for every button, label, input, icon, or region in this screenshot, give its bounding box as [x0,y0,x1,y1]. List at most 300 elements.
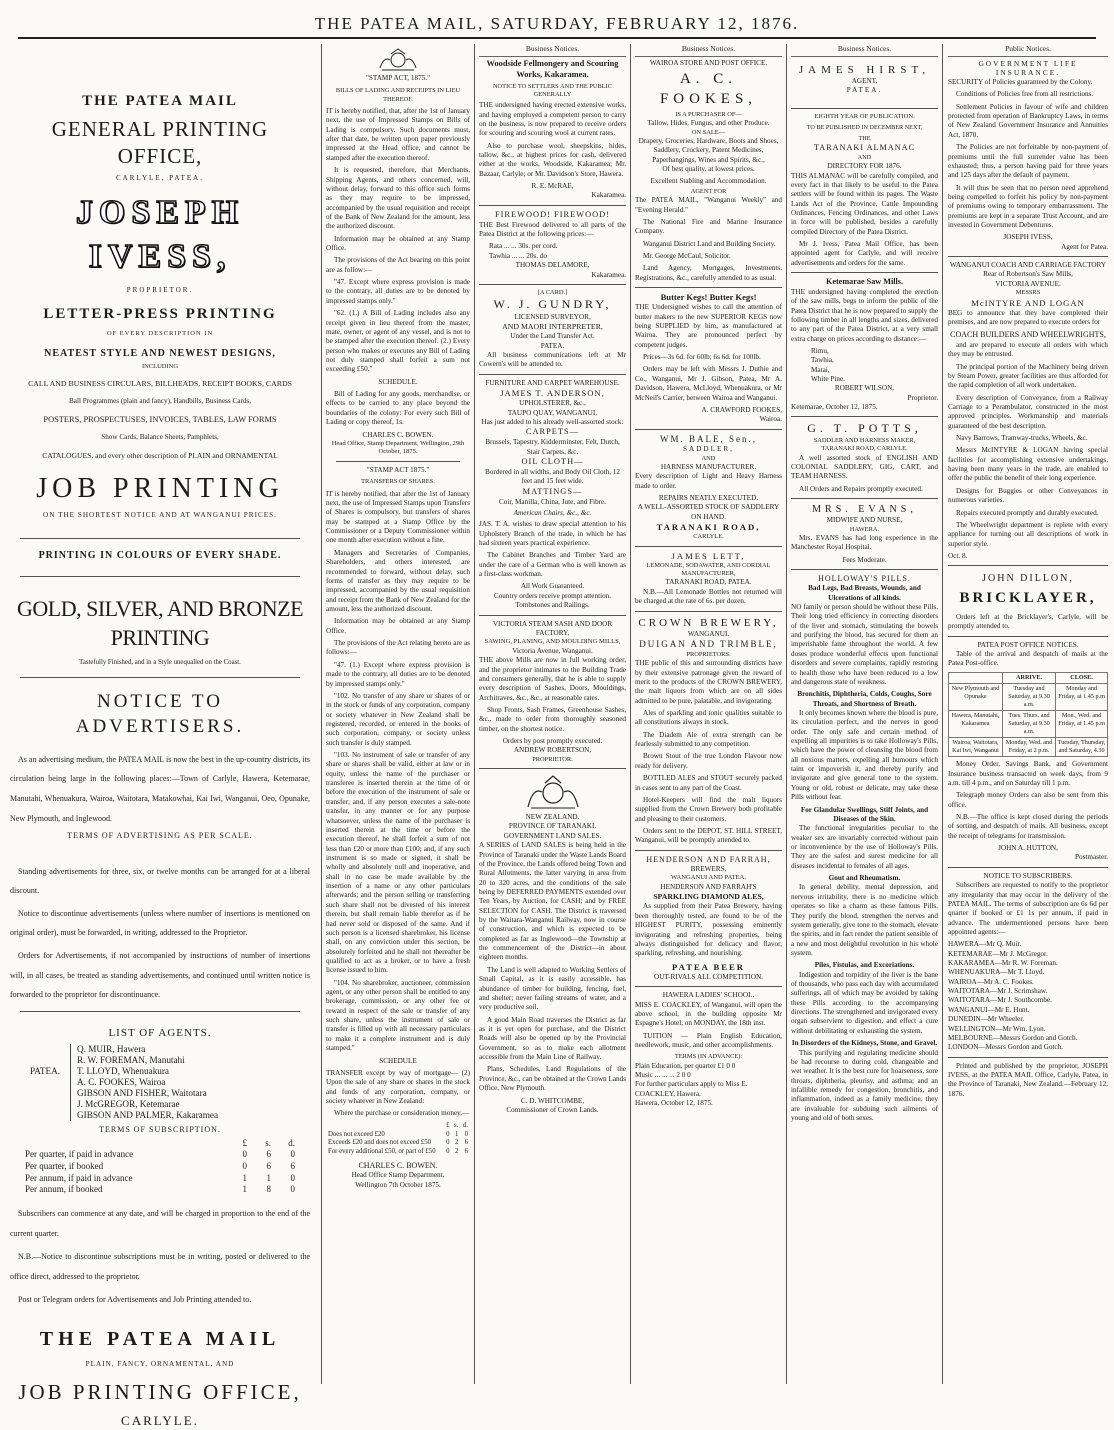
subscriber-agent: WANGANUI—Mr E. Hunt. [948,1005,1030,1014]
firewood-heading: FIREWOOD! FIREWOOD! [494,209,611,219]
sched-shillings: 2 [454,1139,459,1147]
items-line-3: POSTERS, PROSPECTUSES, INVOICES, TABLES, LAW FORMS [43,414,277,424]
including-label: INCLUDING [141,362,179,370]
divider [791,498,938,499]
table-row [326,1139,470,1148]
signature-bowen: CHARLES C. BOWEN. [358,1161,438,1170]
coach-line: VICTORIA AVENUE. [995,279,1061,288]
anderson-line: TAUPO QUAY, WANGANUI, [507,408,598,417]
divider [635,850,782,851]
heading-job-printing: JOB PRINTING [36,472,284,504]
coach-paragraph: BEG to announce that they have completed their premises, and are now prepared to execute orders for [948,308,1108,327]
subscriber-agent: KETEMARAE—Mr J. McGregor. [948,949,1048,958]
agent-entry: Q. MUIR, Hawera [77,1044,146,1055]
nz-land-sales: GOVERNMENT LAND SALES. [503,831,602,840]
holloway-paragraph: The functional irregularities peculiar to the weaker sex are invariably corrected without pain or inconvenience by the use of Holloway's Pills. They are the safest and surest medicine for all diseases incidental to females of all ages. [791,824,938,870]
agent-entry: R. W. FOREMAN, Manutahi [77,1055,185,1066]
ladies-paragraph: MISS E. COACKLEY, of Wanganui, will open the above school, in the building opposite Mr Espagne's Hotel, on MONDAY, the 18th inst. [635,1000,782,1028]
coach-line: Rear of Robertson's Saw Mills, [983,270,1073,279]
anderson-paragraph: The Cabinet Branches and Timber Yard are under the care of a German who is well known as a first-class workman. [479,551,626,579]
insurance-agent: Agent for Patea. [1061,242,1108,251]
items-line-2: Ball Programmes (plain and fancy), Handbills, Business Cards, [68,397,252,406]
woodside-heading: Woodside Fellmongery and Scouring Works, Kakaramea. [486,58,619,79]
crown-paragraph: Ales of sparkling and tonic qualities suitable to all constitutions always in stock. [635,709,782,727]
masthead-title: THE PATEA MAIL, SATURDAY, FEBRUARY 12, 1876. [314,14,800,33]
subs-pounds: 1 [242,1184,247,1195]
sched-col: £ [446,1121,450,1129]
postmaster-signature: JOHN A. HUTTON, [998,844,1058,853]
anderson-line: Coir, Manilla, China, Jute, and Fibre. [498,497,607,506]
anderson-line: CARPETS— [525,427,580,437]
imprint: Printed and published by the proprietor, JOSEPH IVESS, at the PATEA MAIL Office, Carlyle, Patea, in the Province of Taranaki, New Zealand.—February 12, 1876. [948,1061,1108,1098]
divider [948,867,1108,868]
sched-shillings: 1 [454,1130,459,1138]
stamp-paragraph: It is requested, therefore, that Merchants, Shipping Agents, and others concerned, will, without delay, forward to this office such forms as they may require to be impressed, accompanied by the usual requisition and receipt of the Bank of New Zealand for the amount, less the authorized discount. [326,166,470,231]
mail-route: Wairoa, Waitotara, Kai Iwi, Wanganui [949,738,1003,757]
divider [479,768,626,769]
table-row [22,1184,298,1196]
divider [791,108,938,109]
signature-bowen-date: Wellington 7th October 1875. [355,1180,441,1189]
bale-line: CARLYLE. [693,533,724,541]
ladies-line: Hawera, October 12, 1875. [635,1099,713,1108]
gundry-line: PATEA. [540,341,565,350]
subs-label: Per annum, if booked [25,1184,103,1195]
stamp-paragraph: The provisions of the Act bearing on this point are as follow:— [326,256,470,274]
table-row [326,1148,470,1157]
crown-paragraph: Orders sent to the DEPOT, ST. HILL STREET, Wanganui, will be promptly attended to. [635,826,782,845]
royal-crest-icon [523,773,583,811]
firewood-place: Kakaramea. [591,270,626,279]
mail-route: New Plymouth and Opunake [949,683,1003,710]
divider [635,429,782,430]
insurance-signature: JOSEPH IVESS, [1003,233,1053,242]
subscriber-agent: DUNEDIN—Mr Wheeler. [948,1015,1025,1024]
subscriber-agent: WAITOTARA—Mr J. Southcombe. [948,996,1052,1005]
woodside-paragraph: THE undersigned having erected extensive works, and having employed a competent person to carry on the business, is now prepared to receive orders for scouring and scouring wool at current rates. [479,101,626,138]
shortest-notice: ON THE SHORTEST NOTICE AND AT WANGANUI PRICES. [43,511,277,520]
post-office-paragraph: N.B.—The office is kept closed during the periods of sorting, and despatch of mails. All business, except the receipt of telegrams for transmission. [948,813,1108,840]
agent-entry: A. C. FOOKES, Wairoa [77,1077,166,1088]
anderson-line: American Chairs, &c., &c. [513,508,592,517]
items-line-1: CALL AND BUSINESS CIRCULARS, BILLHEADS, RECEIPT BOOKS, CARDS [28,379,292,389]
subs-col: £ [242,1137,247,1148]
nz-paragraph: A good Main Road traverses the District as far as it is yet open for purchase, and the District Roads will also be opened up by the Provincial Government, so as to make each allotment accessible from the Main Line of Railway. [479,1015,626,1062]
schedule-heading: SCHEDULE [379,1056,417,1065]
wairoa-heading: WAIROA STORE AND POST OFFICE. [649,58,768,67]
stamp-paragraph: IT is hereby notified, that, after the 1st of January next, the use of Impressed Stamps on Bills of Lading is compulsory. Such documents must, after that date, be written upon paper previously impressed at the Head office, and cannot be stamped after the execution thereof. [326,107,470,162]
victoria-signature: ANDREW ROBERTSON, [513,746,592,755]
heading-letterpress: LETTER-PRESS PRINTING [43,305,277,322]
signature-bowen-place: Head Office Stamp Department, [351,1171,445,1180]
heading-list-of-agents: LIST OF AGENTS. [108,1026,212,1039]
sched-col: s. [454,1121,459,1129]
masthead-rule [18,37,1096,39]
footer-carlyle: CARLYLE. [121,1412,199,1428]
coach-line: COACH BUILDERS AND WHEELWRIGHTS, [950,330,1106,340]
crown-brewery-heading: CROWN BREWERY, [638,616,779,629]
sawmills-heading: Ketemarae Saw Mills. [825,277,904,287]
victoria-line: Orders by post promptly executed. [502,737,603,746]
divider [336,461,460,462]
holloway-heading: HOLLOWAY'S PILLS. [818,573,911,583]
insurance-paragraph: The Policies are not forfeitable by non-payment of premiums until the full surrender value has been exhausted; thus, a person having paid for three years and 125 days after the default of payment. [948,143,1108,180]
divider [479,284,626,285]
holloway-paragraph: In general debility, mental depression, and nervous irritability, there is no medicine which operates so like a charm as these famous Pills. They purify the blood, strengthen the nerves and system generally, give tone to the stomach, elevate the spirits, and in fact render the patient sensible of a new and most delightful revolution in his whole system. [791,883,938,957]
victoria-heading: VICTORIA STEAM SASH AND DOOR FACTORY, [492,619,613,637]
postmaster-title: Postmaster. [1075,853,1108,862]
almanac-line: EIGHTH YEAR OF PUBLICATION. [814,112,915,120]
items-line-5: CATALOGUES, and every other description of PLAIN and ORNAMENTAL [42,450,278,460]
stamp-schedule-table [326,1122,470,1157]
holloway-subheading: For Glandular Swellings, Stiff Joints, and Diseases of the Skin. [800,805,929,823]
subs-col: s. [265,1137,271,1148]
transfers-heading: TRANSFERS OF SHARES. [361,478,435,486]
stamp-paragraph: "62. (1.) A Bill of Lading includes also any receipt given in lieu thereof from the master, mate, owner, or agent of any vessel, and is not to be stamped after the execution thereof. (2.) Every person who makes or executes any Bill of Lading not duly stamped shall forfeit a sum not exceeding £50." [326,309,470,374]
divider [20,538,300,539]
holloway-subheading: Gout and Rheumatism. [828,874,901,883]
subs-col: d. [288,1137,295,1148]
fookes-line: Tallow, Hides, Fungus, and other Produce. [647,119,770,128]
subs-label: Per quarter, if paid in advance [25,1149,134,1160]
fookes-paragraph: Mr. George McCaul, Solicitor. [643,252,731,261]
divider [791,569,938,570]
subscriber-agent: LONDON—Messrs Gordon and Gotch. [948,1043,1063,1052]
henderson-line: PATEA BEER [672,961,745,972]
victoria-paragraph: THE above Mills are now in full working order, and the proprietor intimates to the Building Trade and consumers generally, that he is able to supply every description of Sashes, Doors, Mouldings, Architraves, &c., &c., at reasonable rates. [479,656,626,702]
crown-paragraph: The Diadem Ale of extra strength can be fearlessly submitted to any competition. [635,730,782,749]
potts-line: SADDLER AND HARNESS MAKER, [813,437,916,445]
crown-paragraph: BOTTLED ALES and STOUT securely packed in cases sent to any part of the Coast. [635,774,782,792]
section-heading: Public Notices. [948,44,1108,57]
heading-gold-silver-bronze: GOLD, SILVER, AND BRONZE PRINTING [16,596,304,650]
gundry-name: W. J. GUNDRY, [493,297,612,312]
henderson-line: WANGANUI AND PATEA. [670,874,747,882]
subs-pence: 0 [290,1149,295,1160]
subs-label: Per annum, if paid in advance [25,1172,133,1183]
column-stamp-act [322,44,474,1384]
subscriber-agent: WAIROA—Mr A. C. Fookes. [948,977,1034,986]
heading-carlyle-patea: CARLYLE, PATEA. [116,174,204,183]
butter-signature: A. CRAWFORD FOOKES, [701,405,782,414]
mail-route: Hawera, Manutahi, Kakaramea [949,710,1003,737]
agents-town: PATEA. [30,1066,61,1077]
subs-pence: 0 [290,1172,295,1183]
anderson-paragraph: JAS. T. A. wishes to draw special attention to his Upholstery Branch of the trade, in which he has had sixteen years practical experience. [479,520,626,548]
potts-name: G. T. POTTS, [807,421,922,436]
divider [791,272,938,273]
bale-line: HARNESS MANUFACTURER. [660,462,757,471]
timber-type: Tawhia, [811,356,834,365]
fookes-line: Drapery, Groceries, Hardware, Boots and Shoes, Saddlery, Crockery, Patent Medicines, Paperhangings, Wines and Spirits, &c., [638,137,779,164]
gundry-line: LICENSED SURVEYOR, [514,312,591,321]
royal-crest-icon [376,46,420,72]
table-row [949,683,1108,710]
divider [948,256,1108,257]
mail-close: Tuesday, Thursday, and Saturday, 4.30 [1056,738,1108,757]
printing-in-colours: PRINTING IN COLOURS OF EVERY SHADE. [38,550,282,562]
coach-paragraph: Messrs McINTYRE & LOGAN having special facilities for accomplishing extensive undertakings, having been many years in the trade, are enabled to offer the public the benefit of their long experience. [948,446,1108,483]
henderson-line: OUT-RIVALS ALL COMPETITION. [654,972,763,981]
column-public-notices [943,44,1114,1384]
almanac-title: TARANAKI ALMANAC [813,143,916,153]
fookes-paragraph: Land Agency, Mortgages, Investments, Registrations, &c., carefully attended to as usual. [635,264,782,282]
card-label: [A CARD.] [537,288,568,296]
henderson-heading: HENDERSON AND FARRAH, [646,854,771,864]
coach-paragraph: Every description of Conveyance, from a Railway Carriage to a Perambulator, constructed in the most approved principles. Workmanship and materials guaranteed of the best description. [948,393,1108,430]
heading-joseph-ivess: JOSEPH IVESS, [75,194,245,276]
fookes-paragraph: The National Fire and Marine Insurance Company. [635,217,782,236]
subs-shillings: 6 [266,1161,271,1171]
mail-close: Monday and Friday, at 1.45 p.m [1056,683,1108,710]
post-office-subheading: Table of the arrival and despatch of mails at the Patea Post-office. [948,649,1108,668]
column-business-notices-2 [631,44,786,1384]
divider [20,1011,300,1012]
almanac-line: AND [857,154,872,162]
terms-of-advertising: TERMS OF ADVERTISING AS PER SCALE. [67,831,253,841]
section-heading: Business Notices. [791,44,938,57]
coach-paragraph: The principal portion of the Machinery being driven by Steam Power, greater facilities are thus afforded for the rapid completion of all work undertaken. [948,362,1108,390]
sched-col: d. [462,1121,468,1129]
sched-label: Does not exceed £20 [328,1130,385,1138]
firewood-paragraph: THE Best Firewood delivered to all parts of the Patea District at the following prices:— [479,220,626,239]
anderson-name: JAMES T. ANDERSON, [500,388,605,399]
holloway-paragraph: Indigestion and torpidity of the liver is the bane of thousands, who pass each day with accumulated sufferings, all of which may be avoided by taking these Pills according to the accompanying directions. The strengthened and invigorated every organ subservient to digestion, and effect a cure without debilitating or exhausting the system. [791,970,938,1035]
woodside-signature: R. E. McRAE, [531,182,574,191]
lett-line: LEMONADE, SODAWATER, AND CORDIAL MANUFACTURER, [646,561,771,578]
crown-paragraph: THE public of this and surrounding districts have by their extensive patronage given the reward of merit to the products of the CROWN BREWERY, the malt liquors from which are on all sides admitted to be pure, palatable, and invigorating. [635,659,782,705]
items-line-4: Show Cards, Balance Sheets, Pamphlets, [101,433,219,442]
section-heading: Business Notices. [479,44,626,57]
divider [948,565,1108,566]
bale-line: TARANAKI ROAD, [656,522,761,533]
dillon-name: JOHN DILLON, [982,573,1074,585]
mail-close: Mon., Wed. and Friday, at 1.45 p.m [1056,710,1108,737]
coach-paragraph: Navy Barrows, Tramway-trucks, Wheels, &c. [956,434,1088,443]
tastefully-finished: Tastefully Finished, and in a Style unequalled on the Coast. [79,658,241,666]
ladies-line: Plain Education, per quarter £1 0 0 [635,1061,736,1070]
potts-paragraph: A well assorted stock of ENGLISH AND COLONIAL SADDLERY, GIG, CART, and TEAM HARNESS. [791,453,938,481]
sched-pence: 0 [464,1130,468,1138]
ladies-paragraph: TUITION — Plain English Education, needlework, music, and other accomplishments. [635,1031,782,1049]
subscribers-heading: NOTICE TO SUBSCRIBERS. [983,871,1073,880]
evans-line: Fees Moderate. [842,555,887,564]
dillon-paragraph: Orders left at the Bricklayer's, Carlyle, will be promptly attended to. [948,612,1108,631]
notice-paragraph-1: As an advertising medium, the PATEA MAIL is now the best in the up-country districts, its circulation being large in the following places:—Town of Carlyle, Hawera, Ketemarae, Manutahi, Whenuakura, Wairoa, Waitotara, Matakowhai, Kai Iwi, Wanganui, Oeo, Opunake, New Plymouth, and Inglewood. [10,754,310,823]
fookes-line: AGENT FOR [690,187,727,195]
holloway-paragraph: NO family or person should be without these Pills. Their long tried efficiency in correcting disorders of the liver and stomach, stimulating the bowels and purifying the blood, has secured for them an imperishable fame throughout the world. A few doses produce wonderful effects upon functional disorders and severe complaints, rapidly restoring to health those who have been reduced to a low and dangerous state of weakness. [791,603,938,686]
hirst-line: PATEA. [846,86,883,95]
timber-type: Matai, [811,365,830,374]
coach-paragraph: and are prepared to execute all orders with which they may be entrusted. [948,340,1108,359]
ladies-school-heading: HAWERA LADIES' SCHOOL. [662,991,755,1000]
nz-paragraph: The Land is well adapted to Working Settlers of Small Capital, as it is easily accessible, has abundance of timber for building, fencing, fuel, and shelter; never failing streams of water, and a very productive soil. [479,965,626,1012]
footer-plain-fancy: PLAIN, FANCY, ORNAMENTAL, AND [85,1360,235,1369]
sawmills-proprietor: Proprietor. [907,393,938,402]
fookes-line: ON SALE— [691,128,726,136]
sched-pence: 6 [464,1139,468,1147]
table-row [22,1173,298,1185]
stamp-act-title: "STAMP ACT 1875." [366,466,430,474]
coach-line: MESSRS [1015,289,1041,297]
holloway-subheading: Piles, Fistulas, and Excoriations. [814,961,915,970]
heading-general-printing-office: GENERAL PRINTING OFFICE, [51,116,269,168]
anderson-line: Bordered in all widths, and Body Oil Cloth, 12 feet and 15 feet wide. [485,467,620,486]
lett-line: TARANAKI ROAD, PATEA. [665,578,752,587]
stamp-paragraph: Information may be obtained at any Stamp Office. [326,234,470,253]
insurance-paragraph: SECURITY of Policies guaranteed by the Colony. [948,78,1093,86]
stamp-paragraph: Bill of Lading for any goods, merchandise, or effects to be carried to any place beyond the boundaries of the colony: For every such Bill of Lading or copy thereof, 1s. [326,390,470,427]
nz-heading: NEW ZEALAND. [525,813,580,822]
nz-paragraph: Plans, Schedules, Land Regulations of the Province, &c., can be obtained at the Crown Lands Office, New Plymouth. [479,1065,626,1093]
firewood-rate: Rata ... ... 30s. per cord. [489,242,558,251]
divider [635,287,782,288]
henderson-line: HENDERSON AND FARRAH'S [660,883,757,891]
divider [948,1057,1108,1058]
crown-paragraph: Brown Stout of the true London Flavour now ready for delivery. [635,752,782,770]
notice-paragraph-2: Standing advertisements for three, six, or twelve months can be arranged for at a liberal discount. [10,866,310,896]
subs-shillings: 8 [266,1184,271,1195]
subscription-paragraph-2: N.B.—Notice to discontinue subscriptions must be in writing, posted or delivered to the office direct, addressed to the proprietor. [10,1252,310,1282]
lett-name: JAMES LETT, [671,550,746,561]
bale-line: SADDLER, [683,445,734,454]
firewood-signature: THOMAS DELAMORE, [515,261,590,270]
timber-type: White Pine. [811,375,845,384]
nz-signature-title: Commissioner of Crown Lands. [506,1105,599,1114]
hirst-line: AGENT, [851,77,878,86]
column-business-notices-3 [787,44,942,1384]
nz-paragraph: A SERIES of LAND SALES is being held in the Province of Taranaki under the Waste Lands Board of the Province, the Lands offered being Town and Rural Allotments, the latter varying in area from 20 to 320 acres, and the conditions of the sale being by DEFERRED PAYMENTS extended over Ten Years, by Auction, for CASH; and by FREE SELECTION for CASH. The District is traversed by the Waitara-Wanganui Railway, now in course of construction, and which is expected to be completed as far as Inglewood—the Township at the commencement of the District—in about eighteen months. [479,841,626,962]
coach-paragraph: Repairs executed promptly and durably executed. [956,508,1099,517]
mail-arrive: Monday, Wed. and Friday, at 2 p.m. [1002,738,1055,757]
subs-pounds: 1 [242,1172,247,1183]
divider [635,986,782,987]
stamp-paragraph: Where the purchase or consideration money,— [334,1109,470,1118]
signature-bowen-place: Head Office, Stamp Department, Wellington, 29th October, 1875. [331,439,465,456]
subscriber-agent: WAITOTARA—Mr J. Scrimshaw. [948,987,1048,996]
nz-signature: C. D. WHITCOMBE, [520,1096,585,1105]
evans-line: MIDWIFE AND NURSE, [826,516,903,525]
subscriber-agent: KAKARAMEA—Mr R. W. Foreman. [948,959,1058,968]
coach-date: Oct. 8. [948,551,968,560]
bricklayer-heading: BRICKLAYER, [959,590,1097,607]
notice-paragraph-3: Notice to discontinue advertisements (unless where number of insertions is mentioned on original order), must be forwarded, in writing, addressed to the Proprietor. [10,908,310,938]
mcintyre-logan-name: McINTYRE AND LOGAN [971,297,1085,308]
insurance-paragraph: Conditions of Policies free from all restrictions. [956,90,1094,99]
stamp-paragraph: The provisions of the Act relating hereto are as follows:— [326,639,470,657]
timber-type: Rimu, [811,346,829,355]
anderson-line: OIL CLOTH— [521,457,584,467]
almanac-line: DIRECTORY FOR 1876. [827,162,902,171]
butter-kegs-heading: Butter Kegs! Butter Kegs! [660,292,757,303]
mail-col-header [949,672,1003,683]
butter-paragraph: THE Undersigned wishes to call the attention of butter makers to the new SUPERIOR KEGS now being SUPPLIED by him, as manufactured at Wairoa. They are pronounced perfect by competent judges. [635,303,782,349]
evans-paragraph: Mrs. EVANS has had long experience in the Manchester Royal Hospital. [791,533,938,552]
stamp-paragraph: Information may be obtained at any Stamp Office. [326,617,470,635]
stamp-paragraph: "104. No sharebroker, auctioneer, commission agent, or any other person shall be entitled to any brokerage, commission, or any other fee or reward in respect of the sale or transfer of any such share, unless the instrument of sale or transfer is filled up with all necessary particulars to make it a complete instrument and is duly stamped." [326,978,470,1053]
signature-bowen: CHARLES C. BOWEN. [362,430,434,439]
mail-arrive: Tues. Thurs. and Saturday, at 9.30 a.m. [1002,710,1055,737]
table-row [22,1161,298,1173]
subscription-paragraph-3: Post or Telegram orders for Advertisements and Job Printing attended to. [18,1295,252,1305]
sched-pounds: 0 [446,1130,450,1138]
neatest-style: NEATEST STYLE AND NEWEST DESIGNS, [44,347,276,359]
ladies-line: For further particulars apply to Miss E. COACKLEY, Hawera. [635,1080,748,1098]
table-row [326,1131,470,1140]
henderson-line: SPARKLING DIAMOND ALES, [653,892,764,902]
insurance-paragraph: It will thus be seen that no person need apprehend being compelled to forfeit his policy by non-payment of premiums owing to temporary embarrassment. The premiums are kept in a separate Trust Account, and are invested in Government Debentures. [948,183,1108,230]
subscribers-paragraph: Subscribers are requested to notify to the proprietor any irregularity that may occur in the delivery of the PATEA MAIL. The terms of subscription are 6s 6d per quarter if booked or £1 1s per annum, if paid in advance. The undermentioned persons have been appointed agents:— [948,881,1108,936]
crown-line: PROPRIETORS. [686,650,731,658]
anderson-line: UPHOLSTERER, &c., [519,399,586,408]
coach-heading: WANGANUI COACH AND CARRIAGE FACTORY [949,261,1107,270]
footer-job-printing-office: JOB PRINTING OFFICE, [18,1380,302,1405]
evans-name: MRS. EVANS, [812,504,917,516]
proprietor-label: PROPRIETOR. [126,285,194,294]
heading-patea-mail: THE PATEA MAIL [82,93,238,109]
mail-arrive: Tuesday and Saturday, at 9.30 a.m. [1002,683,1055,710]
subscriber-agent: HAWERA—Mr Q. Muir. [948,940,1022,949]
sched-pounds: 0 [446,1139,450,1147]
subs-pounds: 0 [242,1149,247,1160]
agent-entry: GIBSON AND PALMER, Kakaramea [77,1110,219,1121]
victoria-proprietor: PROPRIETOR. [532,755,573,763]
crown-line: WANGANUI. [687,629,730,638]
subscriber-agent: WHENUAKURA—Mr T. Lloyd. [948,968,1045,977]
subs-shillings: 6 [266,1149,271,1160]
coach-paragraph: The Wheelwright department is replete with every appliance for turning out all descriptions of work in superior style. [948,520,1108,548]
woodside-paragraph: Also to purchase wool, sheepskins, hides, tallow, &c., at highest prices for cash, delivered either at the works, Woodside, Kakaramea; Mr. Bazaar, Carlyle; or Mr. Davidson's Store, Hawera. [479,141,626,178]
firewood-rate: Tawhia ... ... 20s. do [489,251,547,260]
crown-line: DUIGAN AND TRIMBLE, [639,639,778,650]
fookes-line: IS A PURCHASER OF— [675,111,742,119]
insurance-paragraph: Settlement Policies in favour of wife and children protected from operation of Bankruptcy Laws, in terms of New Zealand Government Insurance and Annuities Act, 1870. [948,102,1108,139]
post-office-paragraph: Money Order, Savings Bank, and Government Insurance business transacted on week days, from 9 a.m. till 4 p.m., and on Saturday till 1 p.m. [948,760,1108,787]
divider [948,636,1108,637]
almanac-line: TO BE PUBLISHED IN DECEMBER NEXT, [806,124,923,132]
stamp-paragraph: "103. No instrument of sale or transfer of any share or shares shall be valid, either at law or in equity, unless the name of the purchaser or transferee is inserted therein at the time of or before the execution of the instrument of sale or transfer; and, if any person executes a sale-note transfer, in any manner or for any purpose whatsoever, unless the name of the purchaser is inserted therein at the time or before the execution thereof, he shall forfeit a sum of not less than £20 or more than £100; and, if any such instrument is so made or signed, it shall be wholly and absolutely null and inoperative, and shall in no case be made available by the insertion of a name or any other particulars afterwards; and the person selling or transferring such share shall not be divested of his interest therein, but shall remain liable therefor as if he had never sold or disposed of the same. And if such person is a licensed sharebroker, his license shall, on any conviction under this section, be absolutely forfeited and he shall not thereafter be qualified to act as a broker, or to have a fresh license issued to him. [326,751,470,975]
section-heading: Business Notices. [635,44,782,57]
hirst-name: JAMES HIRST, [798,63,931,76]
heading-notice-to-advertisers: NOTICE TO ADVERTISERS. [75,691,245,738]
ladies-line: Music ... ... ... 2 0 0 [635,1071,691,1080]
sched-label: For every additional £50, or part of £50 [328,1148,436,1156]
sawmills-date: Ketemarae, October 12, 1875. [791,403,878,412]
stamp-paragraph: "47. (1.) Except where express provision is made to the contrary, all duties are to be denoted by impressed stamps only." [326,660,470,688]
subs-pence: 6 [290,1161,295,1171]
column-business-notices-1 [475,44,630,1384]
evans-line: HAWERA. [849,525,880,533]
schedule-heading: SCHEDULE. [378,377,418,386]
subs-pence: 0 [290,1184,295,1195]
holloway-subheading: In Disorders of the Kidneys, Stone, and Gravel. [791,1039,938,1048]
column-printing-office [0,44,320,1428]
fookes-name: A. C. FOOKES, [659,71,758,107]
almanac-paragraph: Mr J. Ivess, Patea Mail Office, has been appointed agent for Carlyle, and will receive advertisements and orders for the same. [791,240,938,267]
fookes-line: Excellent Stabling and Accommodation. [650,176,767,185]
gundry-line: Under the Land Transfer Act. [510,332,595,341]
divider [635,546,782,547]
ladies-line: TERMS (IN ADVANCE): [674,1053,743,1061]
agent-entry: J. McGREGOR, Ketemarae [77,1099,180,1110]
fookes-paragraph: The PATEA MAIL, "Wanganui Weekly" and "Evening Herald." [635,196,782,214]
holloway-paragraph: This purifying and regulating medicine should be had recourse to during cold, changeable and wet weather. It is the best cure for hoarseness, sore throats, diphtheria, pleurisy, and asthma; and an infallible remedy for congestion, bronchitis, and inflammation, indeed as a family medicine, they are invaluable for subduing such ailments of young and old of both sexes. [791,1048,938,1123]
woodside-subheading: NOTICE TO SETTLERS AND THE PUBLIC GENERALLY [492,82,613,98]
henderson-paragraph: As supplied from their Patea Brewery, having been thoroughly tested, are found to be of the HIGHEST PURITY, possessing eminently invigorating and refreshing properties, being always distinguished for delicacy and flavor, sparkling, refreshing, and nourishing. [635,902,782,958]
stamp-paragraph: Managers and Secretaries of Companies, Shareholders, and others interested, are recommended to forward, without delay, such forms of transfer as they may require to be impressed, accompanied by the usual requisition and receipt from the Bank of New Zealand for the amount, less the authorized discount. [326,548,470,613]
sawmills-paragraph: THE undersigned having completed the erection of the saw mills, begs to inform the public of the Patea District that he is now prepared to supply the following timber in all lengths and sizes, delivered to any part of the Patea District, at a very small extra charge on prices according to distance:— [791,287,938,343]
divider [635,611,782,612]
